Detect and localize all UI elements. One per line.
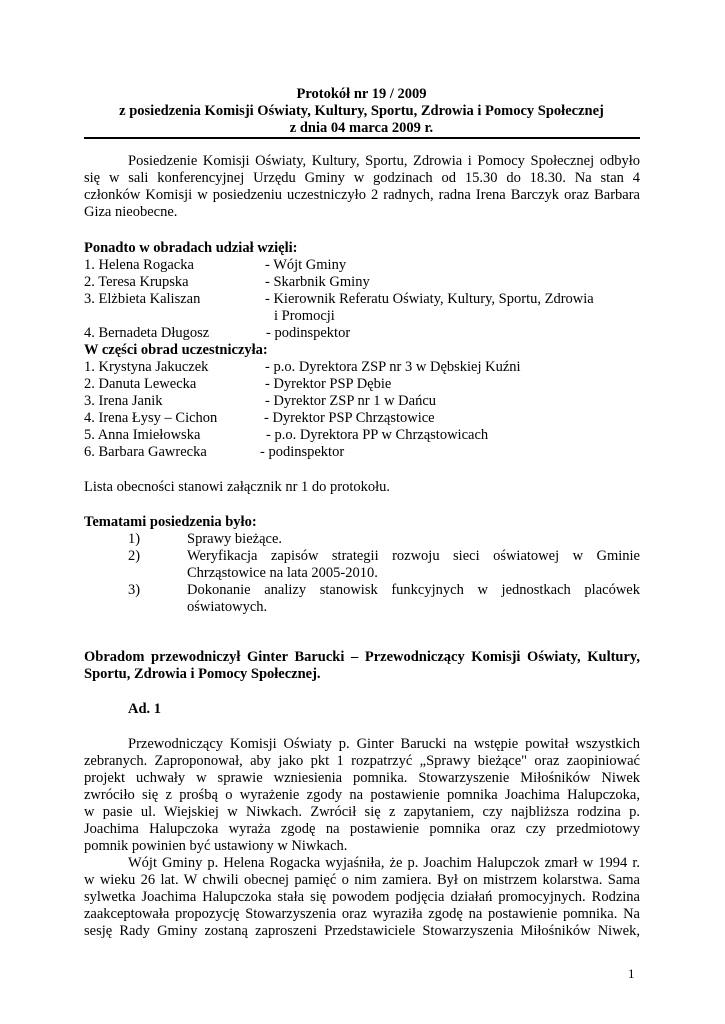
topics-heading: Tematami posiedzenia było:: [84, 514, 257, 530]
partial-heading: W części obrad uczestniczyła:: [84, 342, 268, 358]
partial-role: - p.o. Dyrektora PP w Chrząstowicach: [266, 427, 489, 443]
partial-name: 4. Irena Łysy – Cichon: [84, 410, 218, 426]
topic-text: Weryfikacja zapisów strategii rozwoju sieci oświatowej w Gminie: [187, 548, 640, 564]
protocol-title: Protokół nr 19 / 2009: [296, 86, 427, 102]
chair-line: Sportu, Zdrowia i Pomocy Społecznej.: [84, 666, 321, 682]
participant-role-continued: i Promocji: [274, 308, 335, 324]
paragraph-line: sylwetka Joachima Halupczoka stała się powodem podjęcia działań promocyjnych. Rodzina: [84, 889, 640, 905]
participant-name: 1. Helena Rogacka: [84, 257, 194, 273]
participant-role: - Kierownik Referatu Oświaty, Kultury, Sportu, Zdrowia: [265, 291, 594, 307]
header-divider: [84, 137, 640, 139]
protocol-subtitle: z posiedzenia Komisji Oświaty, Kultury, Sportu, Zdrowia i Pomocy Społecznej: [119, 103, 604, 119]
paragraph-line: Joachima Halupczoka wyraża zgodę na postawienie pomnika oraz czy przedmiotowy: [84, 821, 640, 837]
partial-role: - Dyrektor PSP Dębie: [265, 376, 392, 392]
partial-name: 5. Anna Imiełowska: [84, 427, 201, 443]
paragraph-line: zwróciło się z prośbą o wyrażenie zgody na postawienie pomnika Joachima Halupczoka,: [84, 787, 640, 803]
partial-name: 6. Barbara Gawrecka: [84, 444, 207, 460]
participants-heading: Ponadto w obradach udział wzięli:: [84, 240, 298, 256]
partial-name: 2. Danuta Lewecka: [84, 376, 197, 392]
chair-line: Obradom przewodniczył Ginter Barucki – Przewodniczący Komisji Oświaty, Kultury,: [84, 649, 640, 665]
page-number: 1: [628, 966, 635, 981]
partial-name: 3. Irena Janik: [84, 393, 163, 409]
section-heading-ad1: Ad. 1: [128, 701, 162, 717]
participant-role: - Wójt Gminy: [265, 257, 347, 273]
protocol-date: z dnia 04 marca 2009 r.: [289, 120, 434, 136]
topic-text-continued: Chrząstowice na lata 2005-2010.: [187, 565, 378, 581]
paragraph-line: Wójt Gminy p. Helena Rogacka wyjaśniła, że p. Joachim Halupczok zmarł w 1994 r.: [128, 855, 640, 871]
paragraph-line: zebranych. Zaproponował, aby jako pkt 1 rozpatrzyć „Sprawy bieżące" oraz zaopiniować: [84, 753, 640, 769]
participant-name: 2. Teresa Krupska: [84, 274, 189, 290]
participant-name: 3. Elżbieta Kaliszan: [84, 291, 201, 307]
intro-line: Posiedzenie Komisji Oświaty, Kultury, Sportu, Zdrowia i Pomocy Społecznej odbyło: [128, 153, 640, 169]
topic-number: 1): [128, 531, 141, 547]
intro-line: Giza nieobecne.: [84, 204, 178, 220]
topic-number: 3): [128, 582, 141, 598]
partial-role: - Dyrektor ZSP nr 1 w Dańcu: [265, 393, 437, 409]
participant-role: - Skarbnik Gminy: [265, 274, 370, 290]
participant-name: 4. Bernadeta Długosz: [84, 325, 210, 341]
topic-text-continued: oświatowych.: [187, 599, 268, 615]
paragraph-line: w wieku 26 lat. W chwili obecnej pamięć o nim zamiera. Był on mistrzem kolarstwa. Sama: [84, 872, 640, 888]
partial-role: - p.o. Dyrektora ZSP nr 3 w Dębskiej Kuźni: [265, 359, 521, 375]
paragraph-line: Przewodniczący Komisji Oświaty p. Ginter Barucki na wstępie powitał wszystkich: [128, 736, 640, 752]
partial-name: 1. Krystyna Jakuczek: [84, 359, 209, 375]
paragraph-line: projekt uchwały w sprawie wzniesienia pomnika. Stowarzyszenie Miłośników Niwek: [84, 770, 640, 786]
intro-line: członków Komisji w posiedzeniu uczestniczyło 2 radnych, radna Irena Barczyk oraz Barbara: [84, 187, 640, 203]
partial-role: - Dyrektor PSP Chrząstowice: [264, 410, 435, 426]
paragraph-line: zaakceptowała propozycję Stowarzyszenia oraz wyraziła zgodę na postawienie pomnika. Na: [84, 906, 640, 922]
intro-line: się w sali konferencyjnej Urzędu Gminy w godzinach od 15.30 do 18.30. Na stan 4: [84, 170, 640, 186]
attendance-note: Lista obecności stanowi załącznik nr 1 do protokołu.: [84, 479, 391, 495]
partial-role: - podinspektor: [260, 444, 345, 460]
paragraph-line: w pasie ul. Wiejskiej w Niwkach. Zwrócił się z zapytaniem, czy najbliższa rodzina p.: [84, 804, 640, 820]
paragraph-line: pomnik powinien być ustawiony w Niwkach.: [84, 838, 348, 854]
paragraph-line: sesję Rady Gminy zostaną zaproszeni Przedstawiciele Stowarzyszenia Miłośników Niwek,: [84, 923, 640, 939]
topic-number: 2): [128, 548, 141, 564]
topic-text: Sprawy bieżące.: [187, 531, 283, 547]
topic-text: Dokonanie analizy stanowisk funkcyjnych w jednostkach placówek: [187, 582, 640, 598]
participant-role: - podinspektor: [266, 325, 351, 341]
